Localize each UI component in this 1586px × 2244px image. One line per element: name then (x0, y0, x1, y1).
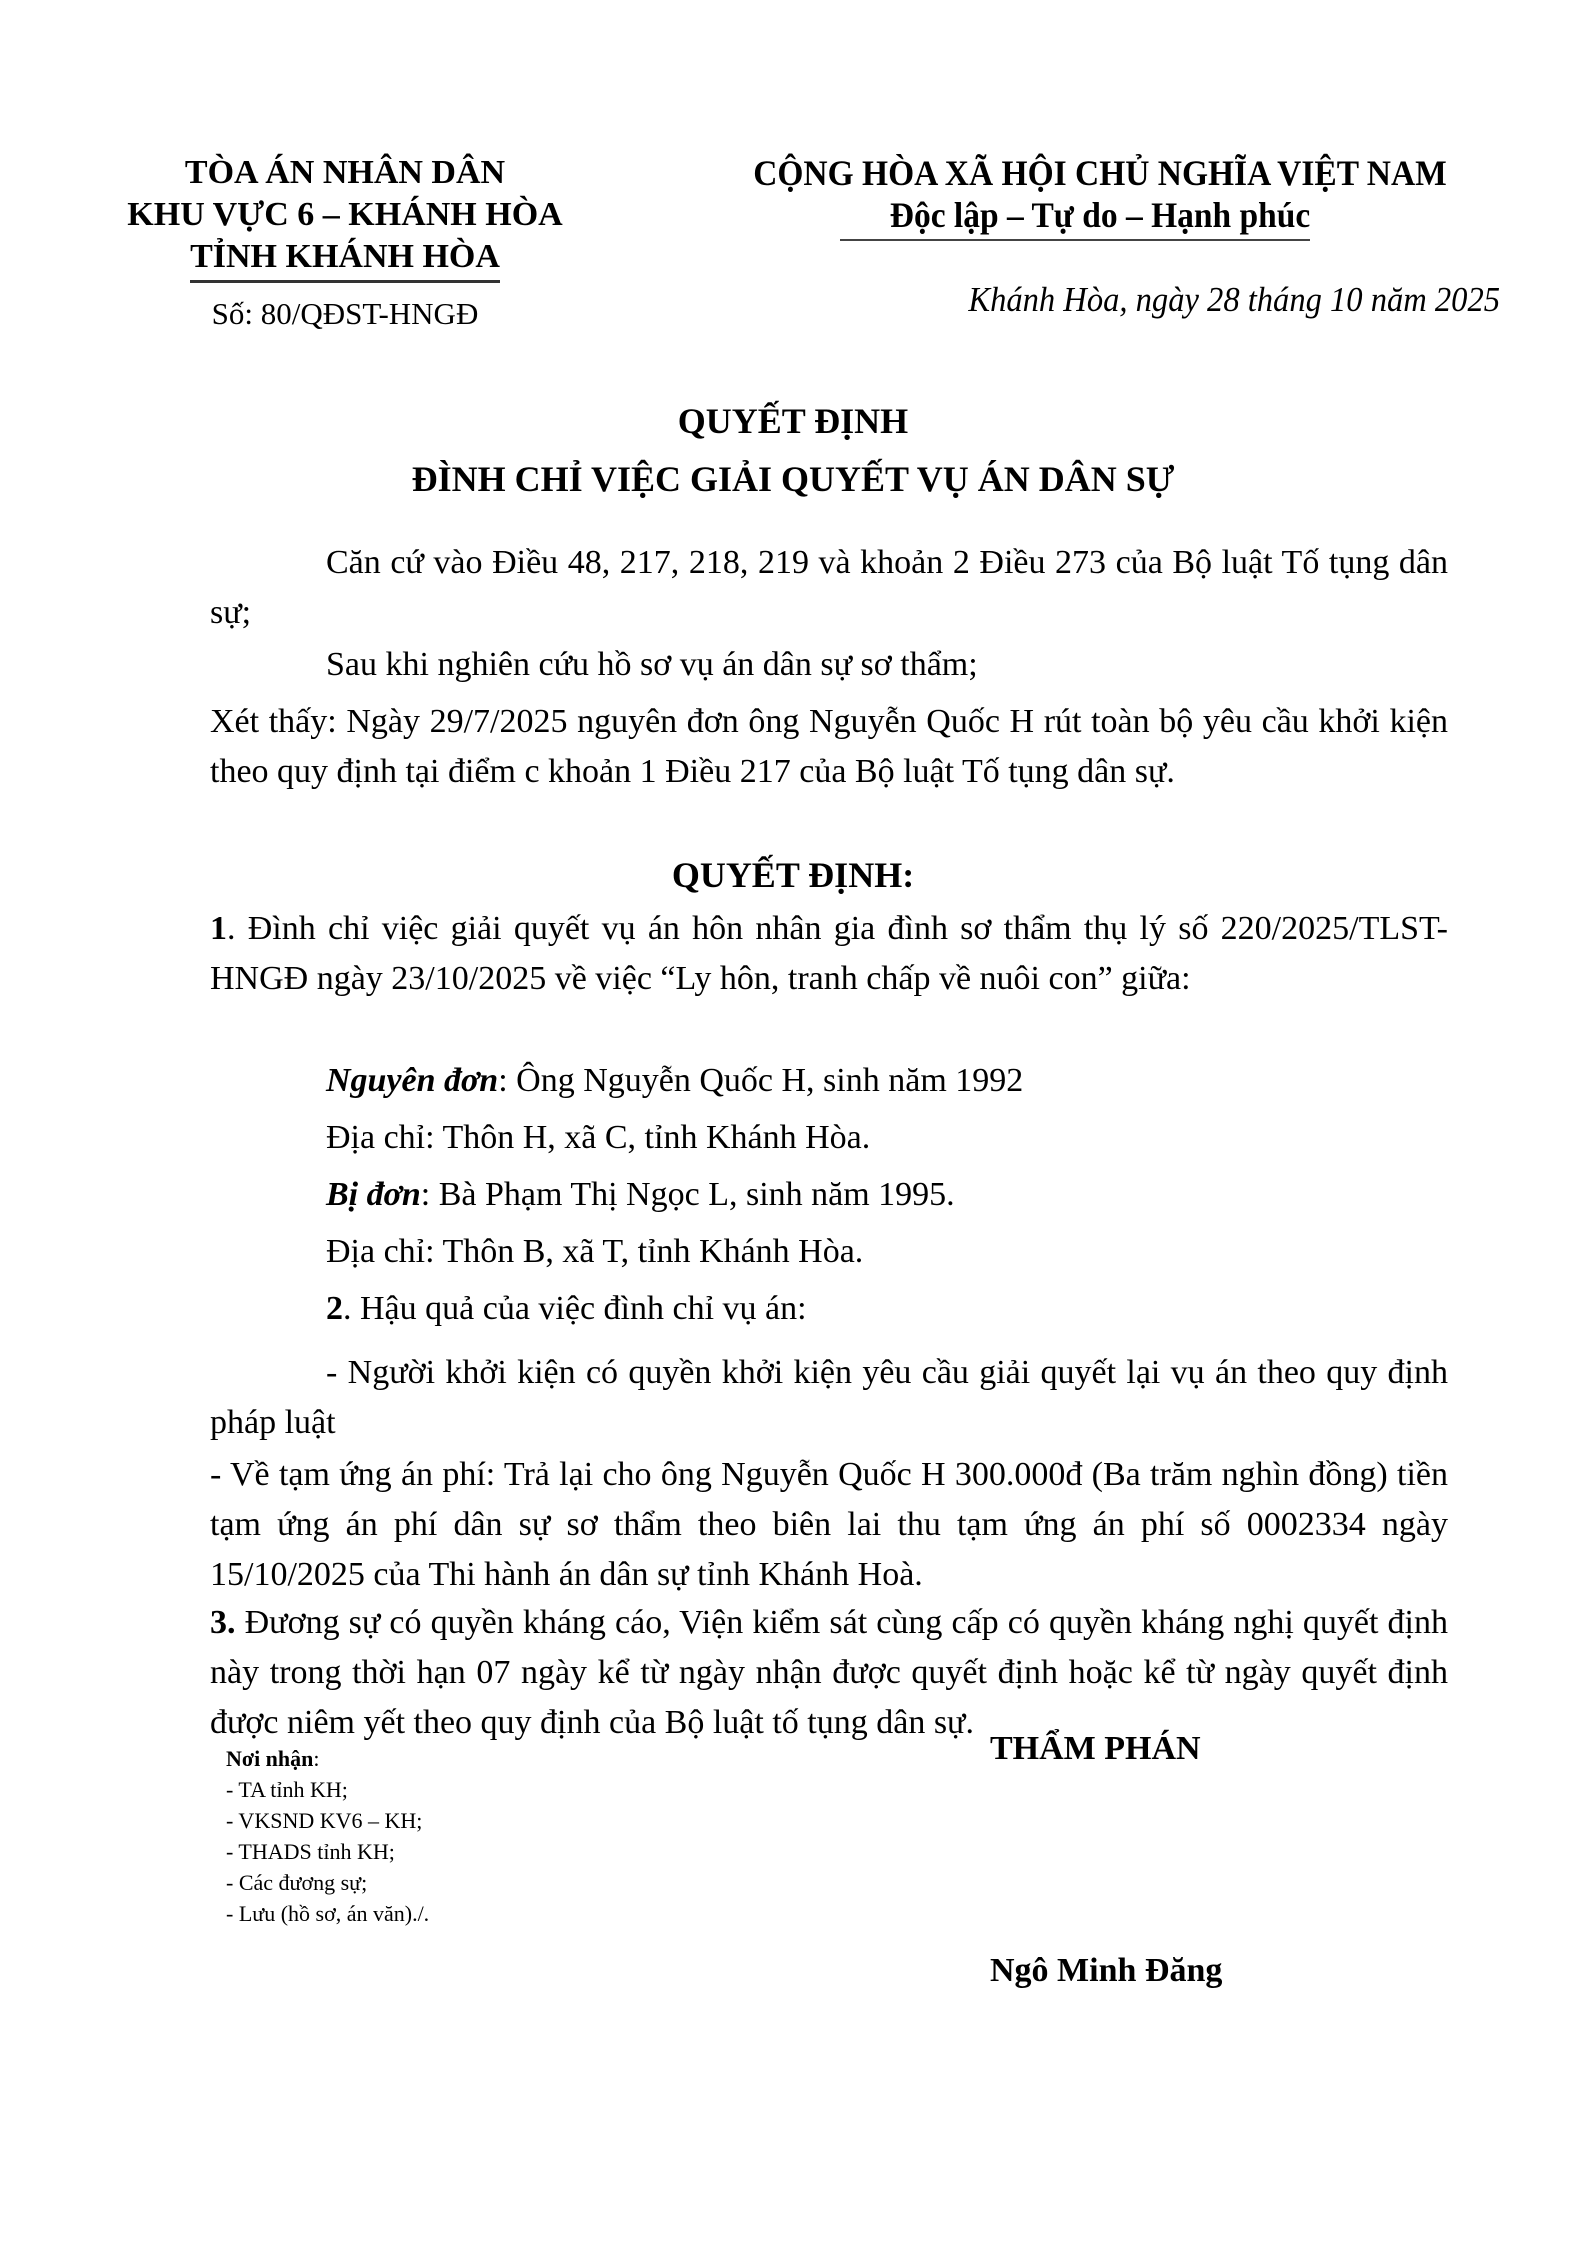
legal-basis: Căn cứ vào Điều 48, 217, 218, 219 và khoản 2 Điều 273 của Bộ luật Tố tụng dân sự; (210, 544, 1448, 631)
plaintiff-line (326, 1056, 1023, 1106)
item-2-text: . Hậu quả của việc đình chỉ vụ án: (343, 1290, 807, 1327)
recipient-item: - THADS tỉnh KH; (226, 1839, 395, 1864)
plaintiff-address: Địa chỉ: Thôn H, xã C, tỉnh Khánh Hòa. (326, 1119, 871, 1156)
item-2-consequence-a: - Người khởi kiện có quyền khởi kiện yêu cầu giải quyết lại vụ án theo quy định pháp luật (210, 1354, 1448, 1441)
national-motto: Độc lập – Tự do – Hạnh phúc (889, 195, 1311, 235)
recipient-item: - Lưu (hồ sơ, án văn)./. (226, 1901, 430, 1926)
recipient-item: - Các đương sự; (226, 1870, 368, 1895)
decision-item-1 (210, 904, 1448, 1004)
item-1-text: . Đình chỉ việc giải quyết vụ án hôn nhân gia đình sơ thẩm thụ lý số 220/2025/TLST-HNGĐ ngày 23/10/2025 về việc “Ly hôn, tranh chấp về nuôi con” giữa: (210, 910, 1448, 997)
item-3-number: 3. (210, 1604, 236, 1641)
nation-name: CỘNG HÒA XÃ HỘI CHỦ NGHĨA VIỆT NAM (753, 153, 1447, 193)
item-1-number: 1 (210, 910, 227, 947)
motto-underline (840, 239, 1310, 241)
court-name-line-2: KHU VỰC 6 – KHÁNH HÒA (127, 196, 563, 233)
defendant-address: Địa chỉ: Thôn B, xã T, tỉnh Khánh Hòa. (326, 1233, 864, 1270)
signer-name: Ngô Minh Đăng (990, 1952, 1223, 1989)
place-and-date: Khánh Hòa, ngày 28 tháng 10 năm 2025 (968, 280, 1500, 319)
plaintiff-info: : Ông Nguyễn Quốc H, sinh năm 1992 (498, 1062, 1024, 1099)
recipients-heading: Nơi nhận (226, 1746, 314, 1771)
document-subtitle: ĐÌNH CHỈ VIỆC GIẢI QUYẾT VỤ ÁN DÂN SỰ (411, 459, 1175, 499)
review-statement: Sau khi nghiên cứu hồ sơ vụ án dân sự sơ thẩm; (326, 646, 978, 683)
national-header (737, 152, 1462, 236)
plaintiff-label: Nguyên đơn (326, 1062, 499, 1099)
document-title: QUYẾT ĐỊNH (677, 401, 909, 441)
court-name-line-1: TÒA ÁN NHÂN DÂN (184, 154, 506, 191)
defendant-line (326, 1170, 955, 1220)
recipients-block (226, 1743, 429, 1929)
decision-item-3 (210, 1598, 1448, 1748)
defendant-info: : Bà Phạm Thị Ngọc L, sinh năm 1995. (420, 1176, 955, 1213)
item-3-text: Đương sự có quyền kháng cáo, Viện kiểm sát cùng cấp có quyền kháng nghị quyết định này trong thời hạn 07 ngày kể từ ngày nhận được quyết định hoặc kể từ ngày quyết định được niêm yết theo quy định của Bộ luật tố tụng dân sự. (210, 1604, 1448, 1741)
item-2-consequence-b: - Về tạm ứng án phí: Trả lại cho ông Nguyễn Quốc H 300.000đ (Ba trăm nghìn đồng) tiền tạm ứng án phí dân sự sơ thẩm theo biên lai thu tạm ứng án phí số 0002334 ngày 15/10/2025 của Thi hành án dân sự tỉnh Khánh Hoà. (210, 1456, 1448, 1593)
defendant-label: Bị đơn (326, 1176, 421, 1213)
court-name-line-3: TỈNH KHÁNH HÒA (190, 236, 500, 283)
recipients-colon: : (313, 1746, 320, 1771)
court-name-block (110, 152, 580, 283)
decision-heading: QUYẾT ĐỊNH: (671, 855, 915, 895)
decision-item-2 (326, 1284, 807, 1334)
document-number: Số: 80/QĐST-HNGĐ (211, 296, 479, 331)
finding-statement: Xét thấy: Ngày 29/7/2025 nguyên đơn ông Nguyễn Quốc H rút toàn bộ yêu cầu khởi kiện theo quy định tại điểm c khoản 1 Điều 217 của Bộ luật Tố tụng dân sự. (210, 703, 1448, 790)
item-2-number: 2 (326, 1290, 343, 1327)
signer-title: THẨM PHÁN (990, 1730, 1201, 1767)
recipient-item: - TA tỉnh KH; (226, 1777, 348, 1802)
recipient-item: - VKSND KV6 – KH; (226, 1808, 423, 1833)
